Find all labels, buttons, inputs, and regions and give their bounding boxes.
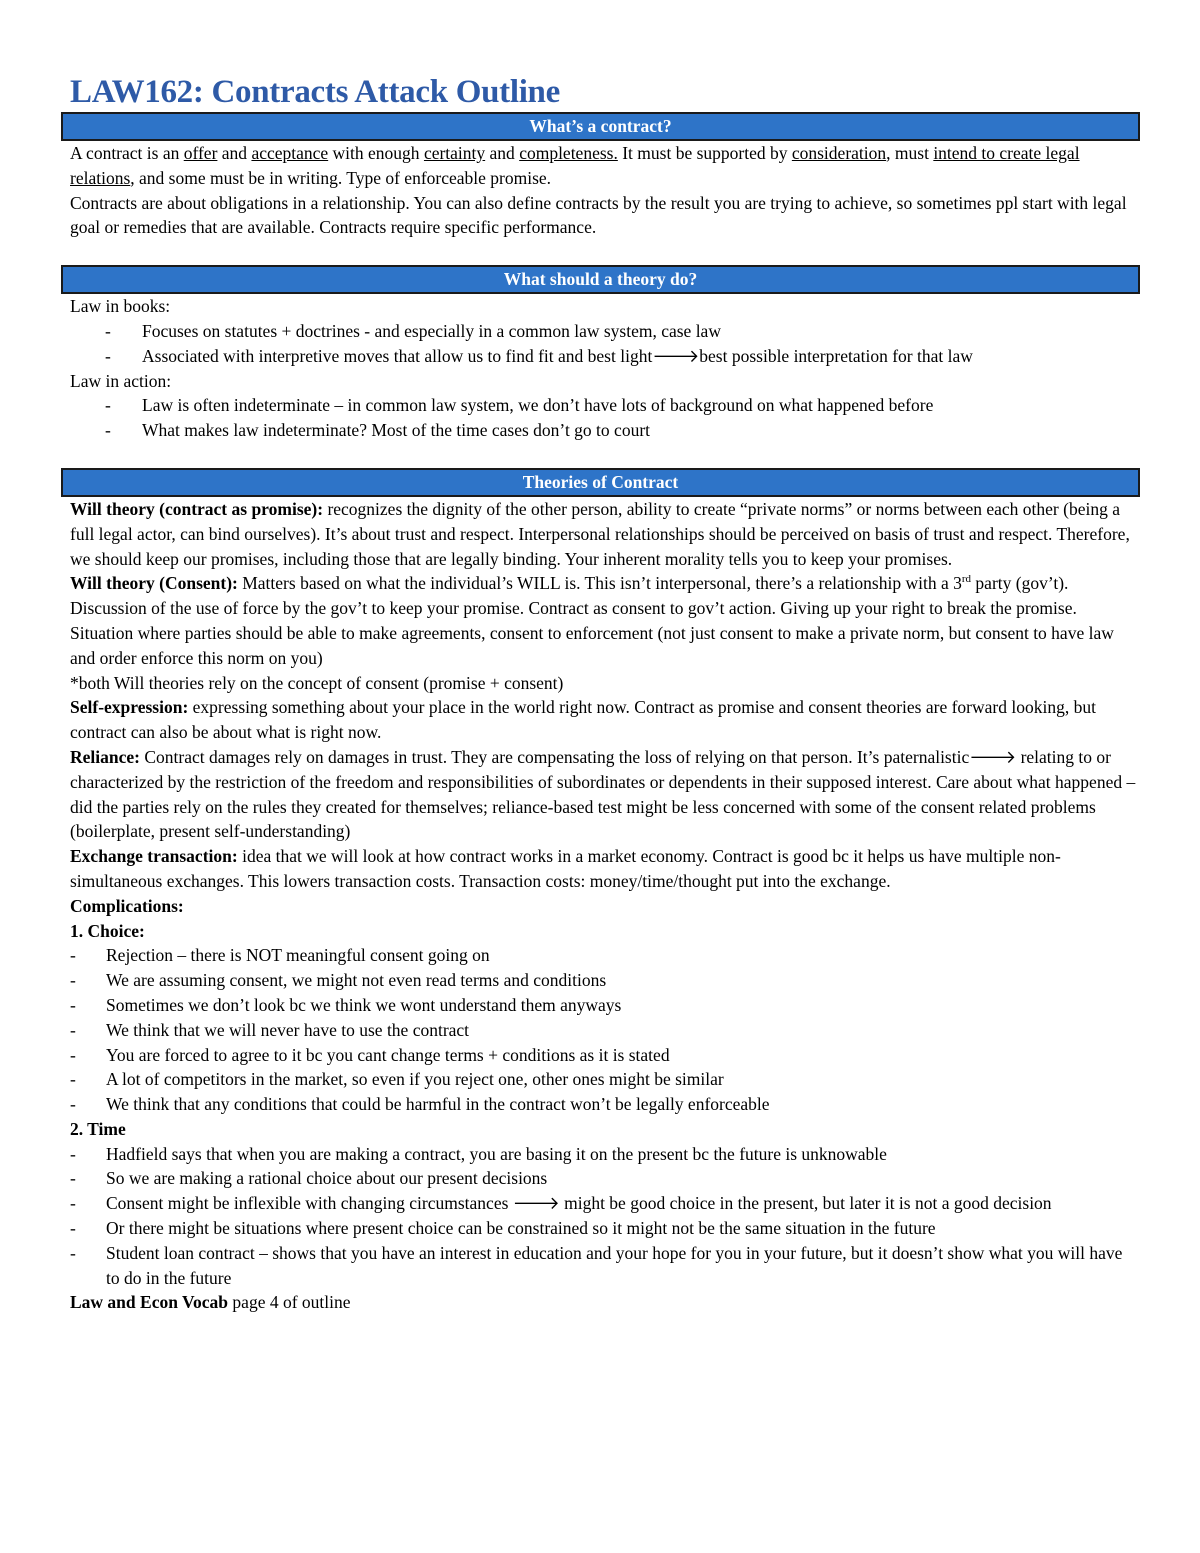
page-title: LAW162: Contracts Attack Outline	[70, 74, 560, 110]
term-completeness: completeness.	[519, 143, 618, 163]
label: Will theory (contract as promise):	[70, 498, 324, 519]
text: with enough	[328, 143, 424, 163]
term-acceptance: acceptance	[251, 143, 329, 163]
text: relating to or characterized by the restriction of the freedom and responsibilities of subordinates or dependents in their supposed interest. Care about what happened – did the parties rely on the rules they created for themselves; reliance-based test might be less concerned with some of the consent related problems (boilerplate, present self-understanding)	[70, 746, 1136, 842]
list-item: - We think that any conditions that could be harmful in the contract won’t be legally enforceable	[70, 1092, 1140, 1117]
law-in-action-list	[70, 393, 1140, 443]
label: Law and Econ Vocab	[70, 1292, 229, 1313]
will-theory-consent	[70, 571, 1140, 670]
list-item	[70, 1191, 1140, 1216]
list-item: - Focuses on statutes + doctrines - and especially in a common law system, case law	[70, 319, 1140, 344]
list-item: - Student loan contract – shows that you have an interest in education and your hope for you in your future, but it doesn’t show what you will have to do in the future	[70, 1241, 1140, 1291]
list-item: - A lot of competitors in the market, so even if you reject one, other ones might be similar	[70, 1067, 1140, 1092]
text: and	[217, 143, 252, 163]
text: Contract damages rely on damages in trust. They are compensating the loss of relying on that person. It’s paternalistic	[139, 746, 970, 767]
term-consideration: consideration	[791, 143, 887, 163]
reliance	[70, 745, 1140, 844]
text: A contract is an	[70, 143, 184, 163]
list-item: - Rejection – there is NOT meaningful consent going on	[70, 943, 1140, 968]
self-expression	[70, 695, 1140, 745]
text: might be good choice in the present, but later it is not a good decision	[559, 1193, 1052, 1214]
label: Reliance:	[70, 746, 140, 767]
arrow-right-icon: 🡒	[512, 1193, 560, 1214]
document-page	[70, 74, 1140, 1315]
law-in-books-label: Law in books:	[70, 296, 171, 317]
time-label: 2. Time	[70, 1118, 126, 1139]
time-list	[70, 1142, 1140, 1291]
term-offer: offer	[183, 143, 218, 163]
choice-label: 1. Choice:	[70, 920, 145, 941]
list-item: - So we are making a rational choice about our present decisions	[70, 1166, 1140, 1191]
text: Matters based on what the individual’s WILL is. This isn’t interpersonal, there’s a relationship with a 3	[237, 573, 962, 594]
law-econ-vocab	[70, 1290, 1140, 1315]
text: It must be supported by	[617, 143, 792, 163]
both-will-note: *both Will theories rely on the concept of consent (promise + consent)	[70, 672, 564, 693]
text: recognizes the dignity of the other person, ability to create “private norms” or norms between each other (being a full legal actor, can bind ourselves). It’s about trust and respect. Interpersonal relationships should be perceived on basis of trust and respect. Therefore, we should keep our promises, including those that are legally binding. Your inherent morality tells you to keep your promises.	[70, 498, 1130, 569]
list-item: - Or there might be situations where present choice can be constrained so it might not be the same situation in the future	[70, 1216, 1140, 1241]
list-item: - Hadfield says that when you are making a contract, you are basing it on the present bc the future is unknowable	[70, 1142, 1140, 1167]
text: and	[485, 143, 520, 163]
label: Will theory (Consent):	[70, 573, 238, 594]
section-header-theory: What should a theory do?	[61, 265, 1140, 294]
text: expressing something about your place in the world right now. Contract as promise and consent theories are forward looking, but contract can also be about what is right now.	[70, 697, 1096, 743]
list-item: - Sometimes we don’t look bc we think we wont understand them anyways	[70, 993, 1140, 1018]
list-item: - We are assuming consent, we might not even read terms and conditions	[70, 968, 1140, 993]
law-in-books-list	[70, 319, 1140, 369]
text: page 4 of outline	[228, 1292, 351, 1313]
text: party (gov’t). Discussion of the use of force by the gov’t to keep your promise. Contract as consent to gov’t action. Giving up your right to break the promise. Situation where parties should be able to make agreements, consent to enforcement (not just consent to make a private norm, but consent to have law and order enforce this norm on you)	[70, 573, 1114, 668]
list-item: - What makes law indeterminate? Most of the time cases don’t go to court	[70, 418, 1140, 443]
arrow-right-icon: 🡒	[969, 746, 1017, 767]
text: Associated with interpretive moves that allow us to find fit and best light	[142, 345, 653, 366]
list-item	[70, 344, 1140, 369]
section-header-theories-of-contract: Theories of Contract	[61, 468, 1140, 497]
contract-obligations-paragraph: Contracts are about obligations in a relationship. You can also define contracts by the result you are trying to achieve, so sometimes ppl start with legal goal or remedies that are available. Contracts require specific performance.	[70, 192, 1127, 238]
contract-definition-paragraph	[70, 141, 1140, 191]
section-header-whats-a-contract: What’s a contract?	[61, 112, 1140, 141]
text: , and some must be in writing. Type of enforceable promise.	[130, 167, 552, 188]
text: Consent might be inflexible with changing circumstances	[106, 1193, 513, 1214]
list-item: - We think that we will never have to use the contract	[70, 1018, 1140, 1043]
text: idea that we will look at how contract works in a market economy. Contract is good bc it helps us have multiple non-simultaneous exchanges. This lowers transaction costs. Transaction costs: money/time/thought put into the exchange.	[70, 846, 1061, 891]
list-item: - You are forced to agree to it bc you cant change terms + conditions as it is stated	[70, 1043, 1140, 1068]
superscript: rd	[961, 573, 972, 586]
exchange-transaction	[70, 844, 1140, 894]
list-item: - Law is often indeterminate – in common law system, we don’t have lots of background on what happened before	[70, 393, 1140, 418]
law-in-action-label: Law in action:	[70, 370, 172, 391]
choice-list	[70, 943, 1140, 1117]
text: , must	[886, 143, 934, 163]
complications-label: Complications:	[70, 895, 184, 916]
arrow-right-icon: 🡒	[652, 345, 700, 366]
text: best possible interpretation for that law	[699, 345, 973, 366]
will-theory-promise	[70, 497, 1140, 571]
term-intend-legal-relations: intend to create legal relations	[70, 143, 1080, 188]
term-certainty: certainty	[423, 143, 486, 163]
label: Exchange transaction:	[70, 846, 238, 867]
label: Self-expression:	[70, 697, 189, 718]
